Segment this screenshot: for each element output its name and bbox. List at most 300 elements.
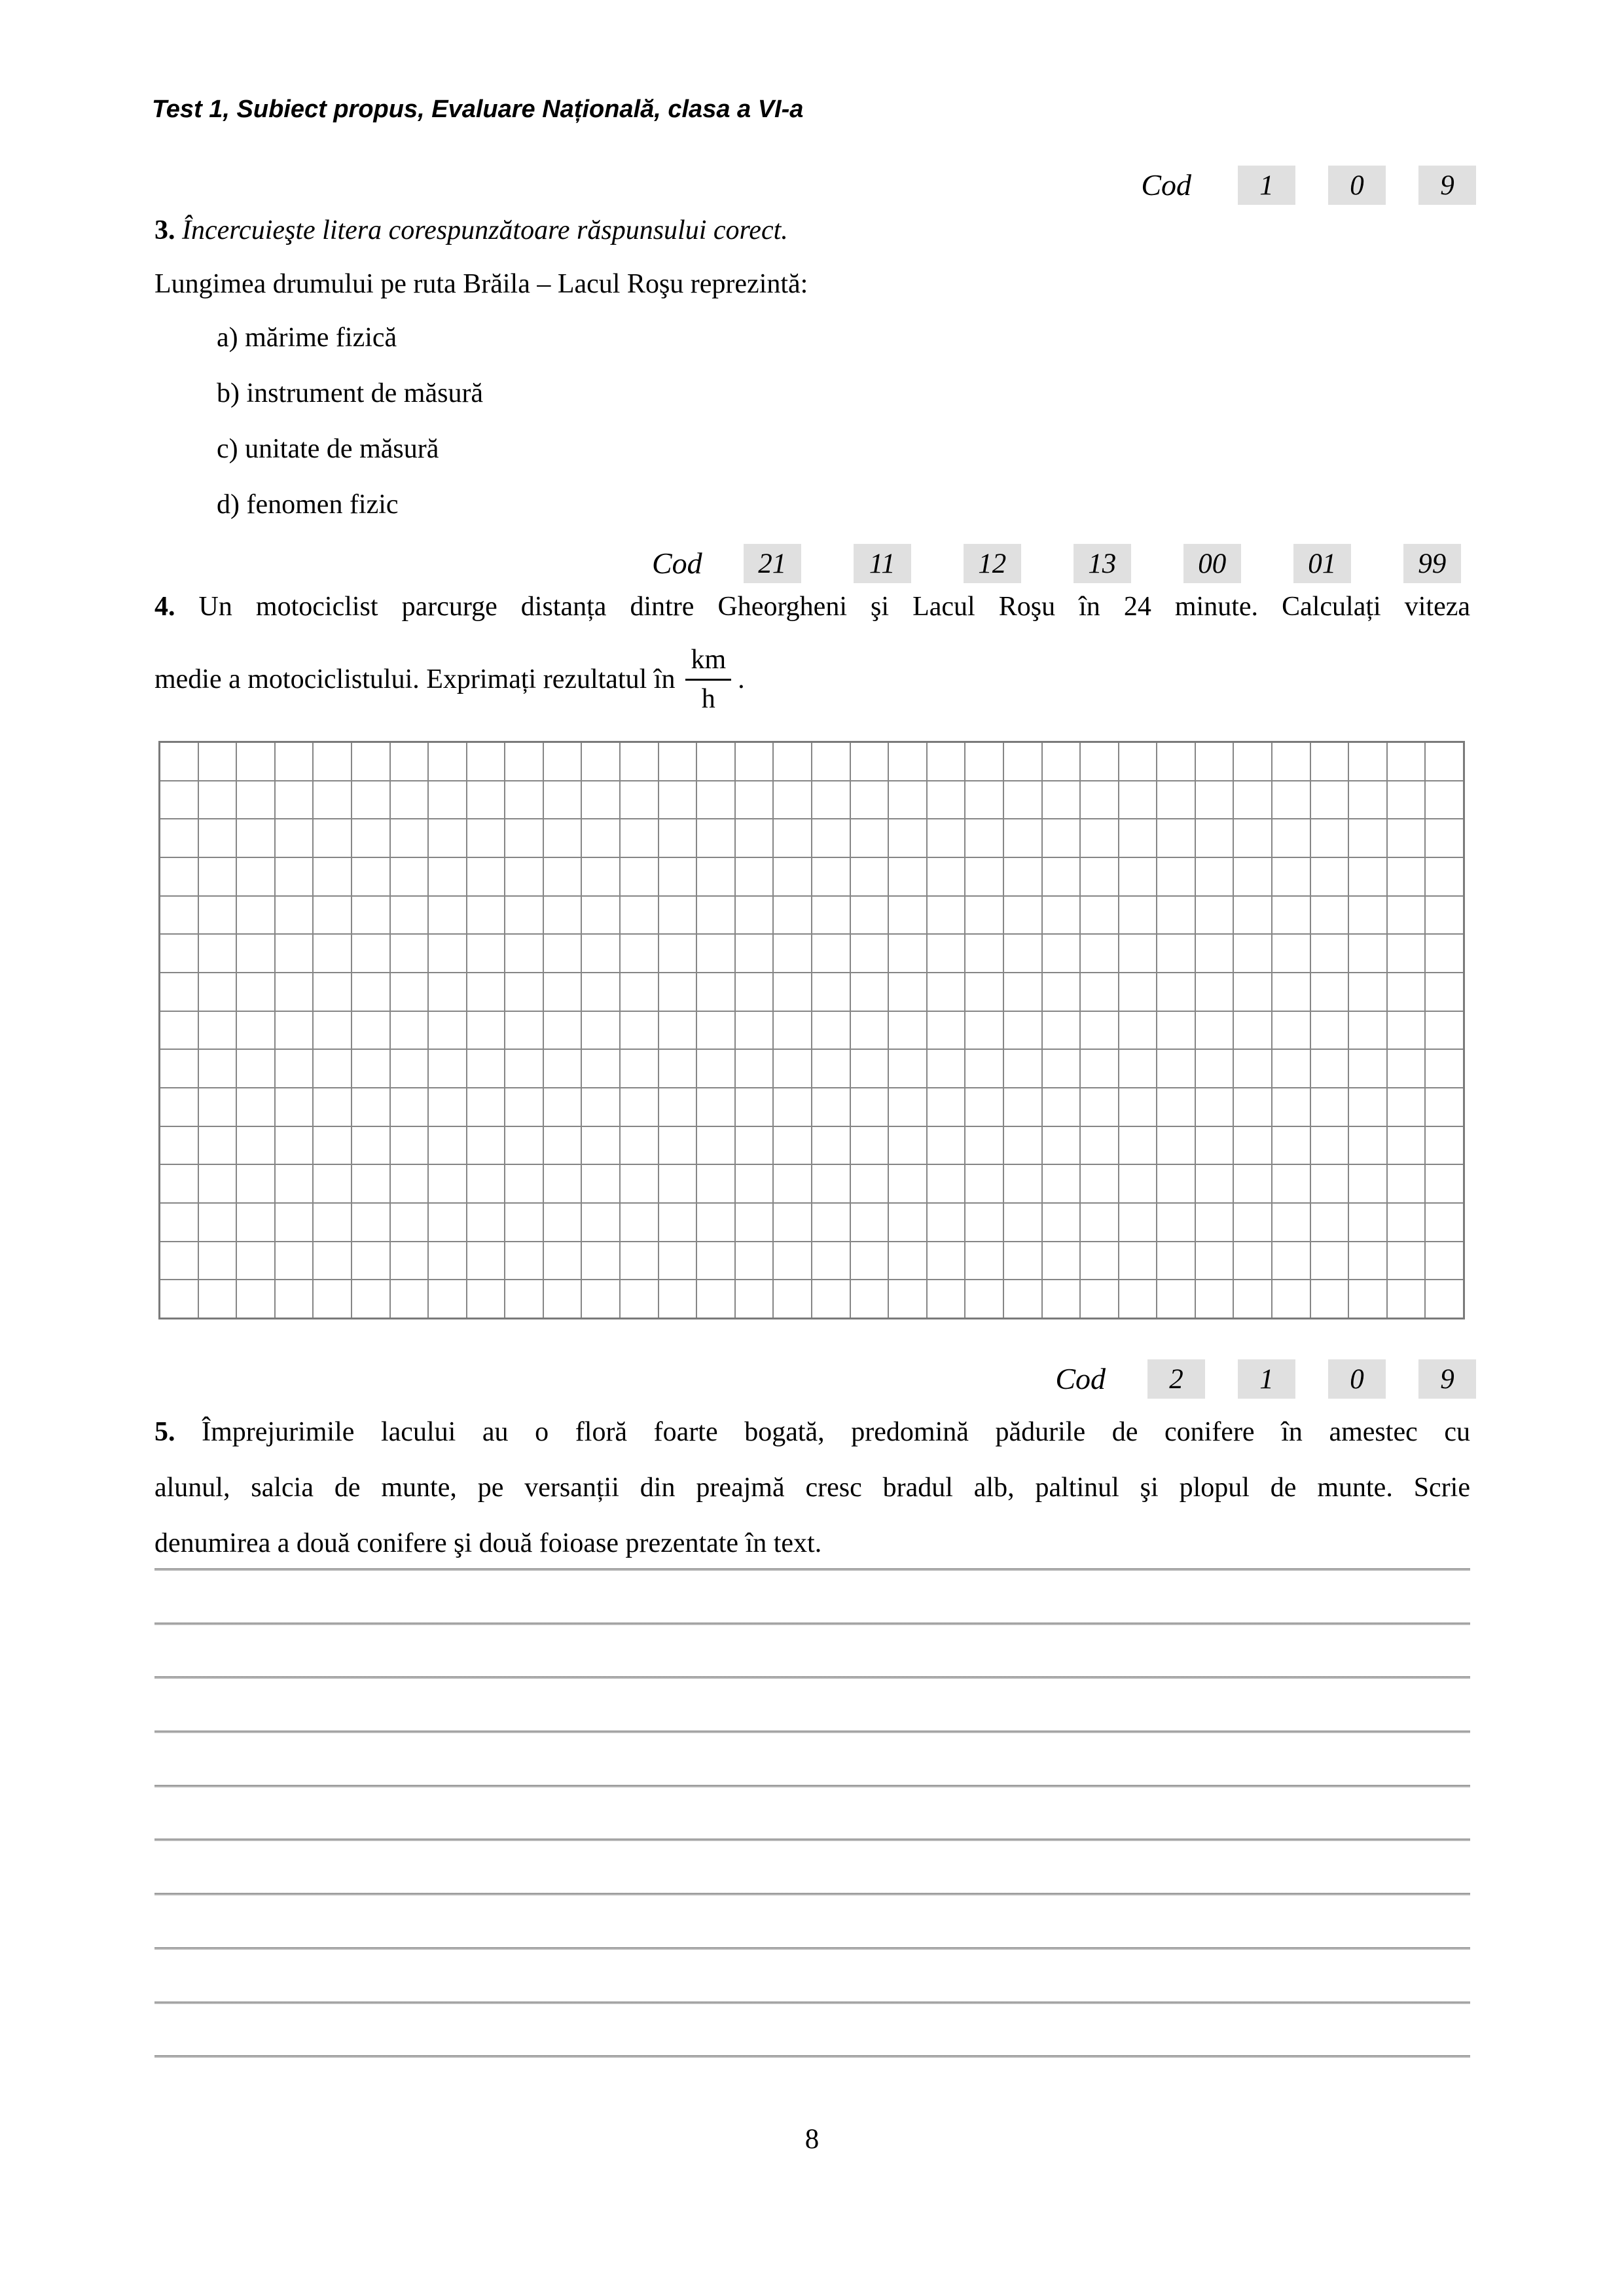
grid-cell (429, 935, 466, 972)
grid-cell (1043, 781, 1080, 819)
grid-cell (582, 1165, 619, 1202)
grid-cell (276, 743, 313, 780)
grid-cell (160, 1127, 198, 1164)
cod-row-q5 (1055, 1359, 1476, 1399)
grid-cell (467, 1050, 505, 1087)
grid-cell (391, 858, 428, 895)
grid-cell (1349, 858, 1386, 895)
grid-cell (851, 935, 888, 972)
grid-cell (1388, 858, 1425, 895)
grid-cell (1119, 973, 1157, 1011)
grid-cell (429, 897, 466, 934)
grid-cell (697, 973, 734, 1011)
grid-cell (1157, 1088, 1195, 1126)
grid-cell (928, 1012, 965, 1049)
grid-cell (1272, 1012, 1310, 1049)
grid-cell (199, 1127, 236, 1164)
grid-cell (851, 858, 888, 895)
grid-cell (1004, 973, 1041, 1011)
fraction-denominator: h (701, 684, 715, 714)
grid-cell (467, 781, 505, 819)
grid-cell (314, 1088, 351, 1126)
grid-cell (160, 1088, 198, 1126)
grid-cell (1157, 1012, 1195, 1049)
grid-cell (1349, 935, 1386, 972)
grid-cell (851, 1012, 888, 1049)
grid-cell (621, 1088, 658, 1126)
grid-cell (429, 1165, 466, 1202)
grid-cell (1311, 1012, 1348, 1049)
grid-cell (812, 1127, 850, 1164)
grid-cell (851, 1050, 888, 1087)
grid-cell (1272, 1127, 1310, 1164)
grid-cell (889, 1050, 926, 1087)
grid-cell (774, 781, 811, 819)
option-text: fenomen fizic (246, 490, 399, 520)
grid-cell (697, 1242, 734, 1280)
grid-cell (1349, 1280, 1386, 1318)
answer-line (154, 1839, 1470, 1841)
grid-cell (812, 935, 850, 972)
grid-cell (621, 1127, 658, 1164)
grid-cell (736, 1050, 773, 1087)
option-c (217, 435, 483, 463)
grid-cell (1272, 743, 1310, 780)
grid-cell (1311, 858, 1348, 895)
grid-cell (889, 973, 926, 1011)
question-3-instruction: Încercuieşte litera corespunzătoare răspunsului corect. (182, 215, 788, 245)
grid-cell (1234, 1088, 1271, 1126)
grid-cell (1349, 1242, 1386, 1280)
grid-cell (1426, 1012, 1463, 1049)
grid-cell (812, 897, 850, 934)
grid-cell (1157, 1050, 1195, 1087)
grid-cell (889, 781, 926, 819)
grid-cell (1311, 1280, 1348, 1318)
grid-cell (1043, 935, 1080, 972)
grid-cell (544, 1127, 581, 1164)
grid-cell (1119, 743, 1157, 780)
answer-line (154, 1785, 1470, 1787)
option-letter: a) (217, 323, 238, 353)
grid-cell (391, 1165, 428, 1202)
grid-cell (237, 973, 274, 1011)
grid-cell (276, 897, 313, 934)
grid-cell (352, 1242, 389, 1280)
grid-cell (467, 743, 505, 780)
grid-cell (429, 819, 466, 857)
grid-cell (736, 1012, 773, 1049)
grid-cell (1311, 1165, 1348, 1202)
grid-cell (1349, 1088, 1386, 1126)
grid-cell (505, 819, 543, 857)
grid-cell (928, 1242, 965, 1280)
grid-cell (736, 781, 773, 819)
grid-cell (889, 1127, 926, 1164)
grid-cell (237, 1165, 274, 1202)
grid-cell (1004, 819, 1041, 857)
grid-cell (928, 743, 965, 780)
grid-cell (736, 973, 773, 1011)
option-text: unitate de măsură (245, 434, 439, 464)
grid-cell (1081, 819, 1118, 857)
grid-cell (1157, 1165, 1195, 1202)
grid-cell (391, 1204, 428, 1241)
grid-cell (697, 781, 734, 819)
grid-cell (659, 1165, 696, 1202)
grid-cell (237, 897, 274, 934)
option-letter: d) (217, 490, 240, 520)
sentence-period: . (738, 664, 745, 694)
grid-cell (391, 1280, 428, 1318)
grid-cell (314, 1127, 351, 1164)
grid-cell (697, 1088, 734, 1126)
grid-cell (812, 1088, 850, 1126)
grid-cell (1043, 1165, 1080, 1202)
grid-cell (928, 1280, 965, 1318)
grid-cell (160, 858, 198, 895)
grid-cell (774, 1165, 811, 1202)
grid-cell (1119, 1165, 1157, 1202)
grid-cell (736, 819, 773, 857)
grid-cell (1311, 935, 1348, 972)
grid-cell (736, 1204, 773, 1241)
grid-cell (774, 1204, 811, 1241)
grid-cell (237, 858, 274, 895)
grid-cell (621, 935, 658, 972)
grid-cell (505, 1050, 543, 1087)
grid-cell (697, 819, 734, 857)
grid-cell (621, 973, 658, 1011)
grid-cell (582, 1204, 619, 1241)
grid-cell (621, 897, 658, 934)
grid-cell (1388, 1242, 1425, 1280)
grid-cell (1426, 1088, 1463, 1126)
grid-cell (1388, 1127, 1425, 1164)
question-4-line-2 (154, 644, 745, 715)
grid-cell (889, 1088, 926, 1126)
grid-cell (1196, 1280, 1233, 1318)
grid-cell (965, 973, 1003, 1011)
grid-cell (352, 781, 389, 819)
grid-cell (276, 935, 313, 972)
grid-cell (1349, 819, 1386, 857)
code-box: 01 (1293, 544, 1351, 583)
question-4-line-1 (154, 590, 1470, 623)
grid-cell (965, 1088, 1003, 1126)
grid-cell (1234, 819, 1271, 857)
grid-cell (736, 1088, 773, 1126)
grid-cell (199, 1280, 236, 1318)
grid-cell (505, 1242, 543, 1280)
grid-cell (1426, 743, 1463, 780)
grid-cell (1272, 1242, 1310, 1280)
grid-cell (391, 743, 428, 780)
grid-cell (736, 743, 773, 780)
question-5-line-1 (154, 1405, 1470, 1460)
grid-cell (505, 897, 543, 934)
grid-cell (1388, 819, 1425, 857)
grid-cell (160, 1242, 198, 1280)
grid-cell (1043, 1088, 1080, 1126)
grid-cell (1043, 1204, 1080, 1241)
grid-cell (505, 1127, 543, 1164)
code-box: 2 (1147, 1359, 1205, 1399)
grid-cell (1272, 1204, 1310, 1241)
grid-cell (199, 781, 236, 819)
grid-cell (774, 1012, 811, 1049)
cod-boxes (1238, 166, 1476, 205)
grid-cell (199, 858, 236, 895)
grid-cell (1349, 1050, 1386, 1087)
grid-cell (505, 1165, 543, 1202)
grid-cell (1043, 858, 1080, 895)
grid-cell (965, 1204, 1003, 1241)
grid-cell (965, 1012, 1003, 1049)
grid-cell (160, 935, 198, 972)
grid-cell (1004, 897, 1041, 934)
grid-cell (1388, 743, 1425, 780)
grid-cell (965, 935, 1003, 972)
grid-cell (467, 935, 505, 972)
cod-label: Cod (652, 547, 702, 580)
grid-cell (1349, 973, 1386, 1011)
grid-cell (659, 781, 696, 819)
grid-cell (1119, 1088, 1157, 1126)
grid-cell (391, 935, 428, 972)
grid-cell (1004, 1050, 1041, 1087)
question-5-line-3: denumirea a două conifere şi două foioase prezentate în text. (154, 1528, 822, 1558)
grid-cell (1272, 935, 1310, 972)
grid-cell (965, 1242, 1003, 1280)
grid-cell (467, 1012, 505, 1049)
grid-cell (889, 1012, 926, 1049)
grid-cell (889, 897, 926, 934)
option-letter: b) (217, 378, 240, 408)
grid-cell (199, 897, 236, 934)
grid-cell (199, 1050, 236, 1087)
grid-cell (659, 1127, 696, 1164)
grid-cell (1349, 743, 1386, 780)
grid-cell (505, 973, 543, 1011)
grid-cell (1426, 973, 1463, 1011)
grid-cell (1119, 858, 1157, 895)
grid-cell (965, 1127, 1003, 1164)
grid-cell (391, 973, 428, 1011)
grid-cell (276, 973, 313, 1011)
grid-cell (1388, 935, 1425, 972)
grid-cell (314, 858, 351, 895)
grid-cell (928, 1088, 965, 1126)
grid-cell (1234, 858, 1271, 895)
grid-cell (659, 743, 696, 780)
grid-cell (429, 1127, 466, 1164)
grid-cell (1119, 819, 1157, 857)
grid-cell (237, 743, 274, 780)
grid-cell (621, 1165, 658, 1202)
grid-cell (276, 1204, 313, 1241)
grid-cell (1196, 1050, 1233, 1087)
grid-cell (467, 1204, 505, 1241)
grid-cell (1349, 897, 1386, 934)
grid-cell (1349, 1012, 1386, 1049)
grid-cell (467, 1088, 505, 1126)
grid-cell (812, 1280, 850, 1318)
grid-cell (429, 1280, 466, 1318)
grid-cell (199, 1088, 236, 1126)
grid-cell (851, 819, 888, 857)
grid-cell (1043, 743, 1080, 780)
grid-cell (1119, 897, 1157, 934)
grid-cell (1081, 743, 1118, 780)
grid-cell (812, 1050, 850, 1087)
grid-cell (812, 819, 850, 857)
grid-cell (659, 1242, 696, 1280)
grid-cell (237, 781, 274, 819)
grid-cell (544, 858, 581, 895)
grid-cell (1004, 1127, 1041, 1164)
answer-line (154, 2055, 1470, 2058)
grid-cell (928, 1165, 965, 1202)
grid-cell (659, 858, 696, 895)
grid-cell (352, 1088, 389, 1126)
grid-cell (505, 1204, 543, 1241)
grid-cell (199, 743, 236, 780)
grid-cell (1272, 1165, 1310, 1202)
grid-cell (659, 1050, 696, 1087)
grid-cell (774, 897, 811, 934)
grid-cell (1004, 1242, 1041, 1280)
grid-cell (1311, 1050, 1348, 1087)
grid-cell (621, 1050, 658, 1087)
grid-cell (1081, 781, 1118, 819)
grid-cell (1043, 1280, 1080, 1318)
grid-cell (1234, 1280, 1271, 1318)
grid-cell (697, 935, 734, 972)
question-3-number: 3. (154, 215, 175, 245)
grid-cell (1426, 819, 1463, 857)
grid-cell (505, 935, 543, 972)
grid-cell (1119, 1127, 1157, 1164)
grid-cell (352, 973, 389, 1011)
grid-cell (1272, 781, 1310, 819)
work-grid (158, 741, 1465, 1319)
grid-cell (697, 1165, 734, 1202)
grid-cell (1196, 743, 1233, 780)
grid-cell (352, 819, 389, 857)
grid-cell (812, 1012, 850, 1049)
grid-cell (736, 1280, 773, 1318)
grid-cell (889, 1165, 926, 1202)
grid-cell (851, 973, 888, 1011)
grid-cell (467, 1165, 505, 1202)
grid-cell (352, 1280, 389, 1318)
grid-cell (1157, 858, 1195, 895)
grid-cell (1388, 973, 1425, 1011)
grid-cell (1426, 781, 1463, 819)
grid-cell (352, 1012, 389, 1049)
question-3-instruction-line (154, 213, 788, 247)
grid-cell (1081, 858, 1118, 895)
answer-line (154, 1568, 1470, 1571)
grid-cell (1081, 1050, 1118, 1087)
grid-cell (965, 858, 1003, 895)
grid-cell (429, 743, 466, 780)
grid-cell (1426, 1127, 1463, 1164)
answer-line (154, 1893, 1470, 1895)
grid-cell (659, 935, 696, 972)
grid-cell (774, 858, 811, 895)
code-box: 1 (1238, 1359, 1295, 1399)
grid-cell (429, 781, 466, 819)
grid-cell (276, 819, 313, 857)
grid-cell (1388, 1050, 1425, 1087)
grid-cell (1119, 935, 1157, 972)
code-box: 1 (1238, 166, 1295, 205)
grid-cell (352, 858, 389, 895)
grid-cell (1388, 1012, 1425, 1049)
grid-cell (160, 973, 198, 1011)
grid-cell (467, 1242, 505, 1280)
grid-cell (928, 973, 965, 1011)
code-box: 0 (1328, 1359, 1386, 1399)
grid-cell (160, 743, 198, 780)
grid-cell (352, 1165, 389, 1202)
grid-cell (1196, 935, 1233, 972)
grid-cell (697, 1204, 734, 1241)
grid-cell (237, 1050, 274, 1087)
grid-cell (505, 1280, 543, 1318)
grid-cell (429, 1204, 466, 1241)
grid-cell (621, 819, 658, 857)
grid-cell (1388, 1088, 1425, 1126)
grid-cell (199, 1204, 236, 1241)
grid-cell (199, 1165, 236, 1202)
grid-cell (314, 1280, 351, 1318)
grid-cell (276, 1012, 313, 1049)
grid-cell (391, 1012, 428, 1049)
grid-cell (544, 1088, 581, 1126)
grid-cell (621, 1280, 658, 1318)
grid-cell (1388, 1280, 1425, 1318)
grid-cell (1157, 743, 1195, 780)
grid-cell (429, 1012, 466, 1049)
grid-cell (1043, 819, 1080, 857)
grid-cell (1311, 1204, 1348, 1241)
grid-cell (851, 1127, 888, 1164)
grid-cell (697, 858, 734, 895)
cod-boxes (1147, 1359, 1476, 1399)
grid-cell (160, 1204, 198, 1241)
grid-cell (774, 973, 811, 1011)
grid-cell (582, 1088, 619, 1126)
grid-cell (1157, 1242, 1195, 1280)
grid-cell (812, 743, 850, 780)
grid-cell (544, 1242, 581, 1280)
grid-cell (1388, 897, 1425, 934)
grid-cell (812, 858, 850, 895)
grid-cell (391, 1088, 428, 1126)
grid-cell (582, 935, 619, 972)
grid-cell (544, 1204, 581, 1241)
grid-cell (1081, 897, 1118, 934)
grid-cell (1081, 973, 1118, 1011)
grid-cell (1196, 1012, 1233, 1049)
grid-cell (928, 1127, 965, 1164)
grid-cell (928, 819, 965, 857)
grid-cell (1004, 1165, 1041, 1202)
grid-cell (1311, 897, 1348, 934)
